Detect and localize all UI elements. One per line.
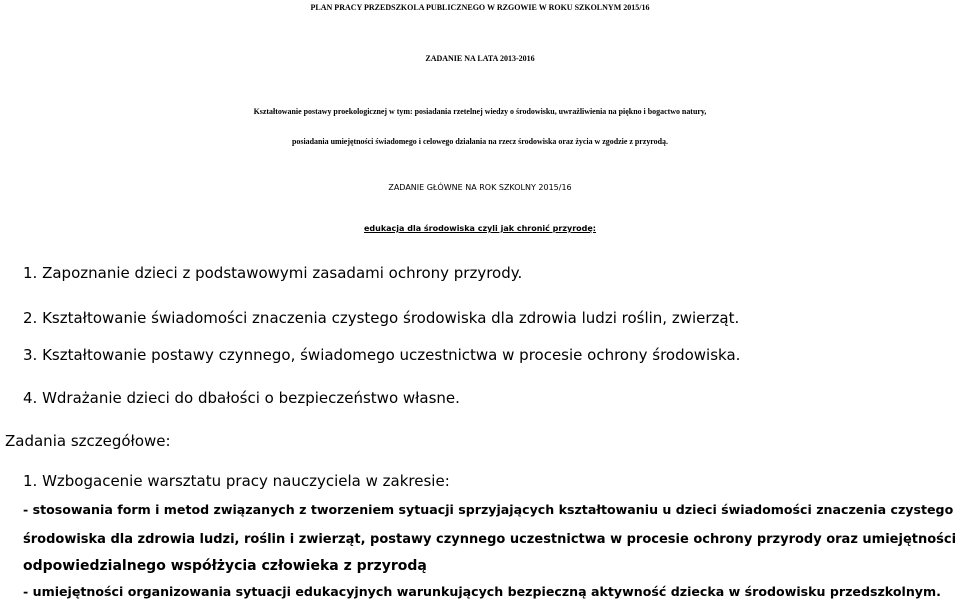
detailed-line-3: odpowiedzialnego współżycia człowieka z przyrodą (23, 558, 427, 574)
detailed-line-1: - stosowania form i metod związanych z tworzeniem sytuacji sprzyjających kształtowaniu u dzieci świadomości znaczenia czystego (23, 502, 954, 517)
goal-item-2: 2. Kształtowanie świadomości znaczenia czystego środowiska dla zdrowia ludzi roślin, zwierząt. (23, 309, 740, 327)
main-task-heading: ZADANIE GŁÓWNE NA ROK SZKOLNY 2015/16 (388, 183, 572, 192)
intro-line-1: Kształtowanie postawy proekologicznej w tym: posiadania rzetelnej wiedzy o środowisku, uwrażliwienia na piękno i bogactwo natury, (253, 107, 707, 116)
main-task-motto: edukacja dla środowiska czyli jak chronić przyrodę: (363, 224, 597, 233)
document-subtitle: ZADANIE NA LATA 2013-2016 (425, 54, 535, 63)
goal-item-1: 1. Zapoznanie dzieci z podstawowymi zasadami ochrony przyrody. (23, 264, 523, 282)
intro-line-2: posiadania umiejętności świadomego i celowego działania na rzecz środowiska oraz życia w zgodzie z przyrodą. (291, 137, 669, 146)
detailed-line-4: - umiejętności organizowania sytuacji edukacyjnych warunkujących bezpieczną aktywność dziecka w środowisku przedszkolnym. (23, 584, 941, 599)
goal-item-3: 3. Kształtowanie postawy czynnego, świadomego uczestnictwa w procesie ochrony środowiska. (23, 346, 741, 364)
detailed-line-2: środowiska dla zdrowia ludzi, roślin i zwierząt, postawy czynnego uczestnictwa w procesie ochrony przyrody oraz umiejętności (23, 532, 957, 547)
goal-item-4: 4. Wdrażanie dzieci do dbałości o bezpieczeństwo własne. (23, 389, 460, 407)
detailed-tasks-heading: Zadania szczegółowe: (5, 432, 171, 450)
document-title: PLAN PRACY PRZEDSZKOLA PUBLICZNEGO W RZGOWIE W ROKU SZKOLNYM 2015/16 (310, 3, 650, 12)
detailed-item-1: 1. Wzbogacenie warsztatu pracy nauczyciela w zakresie: (23, 472, 450, 490)
